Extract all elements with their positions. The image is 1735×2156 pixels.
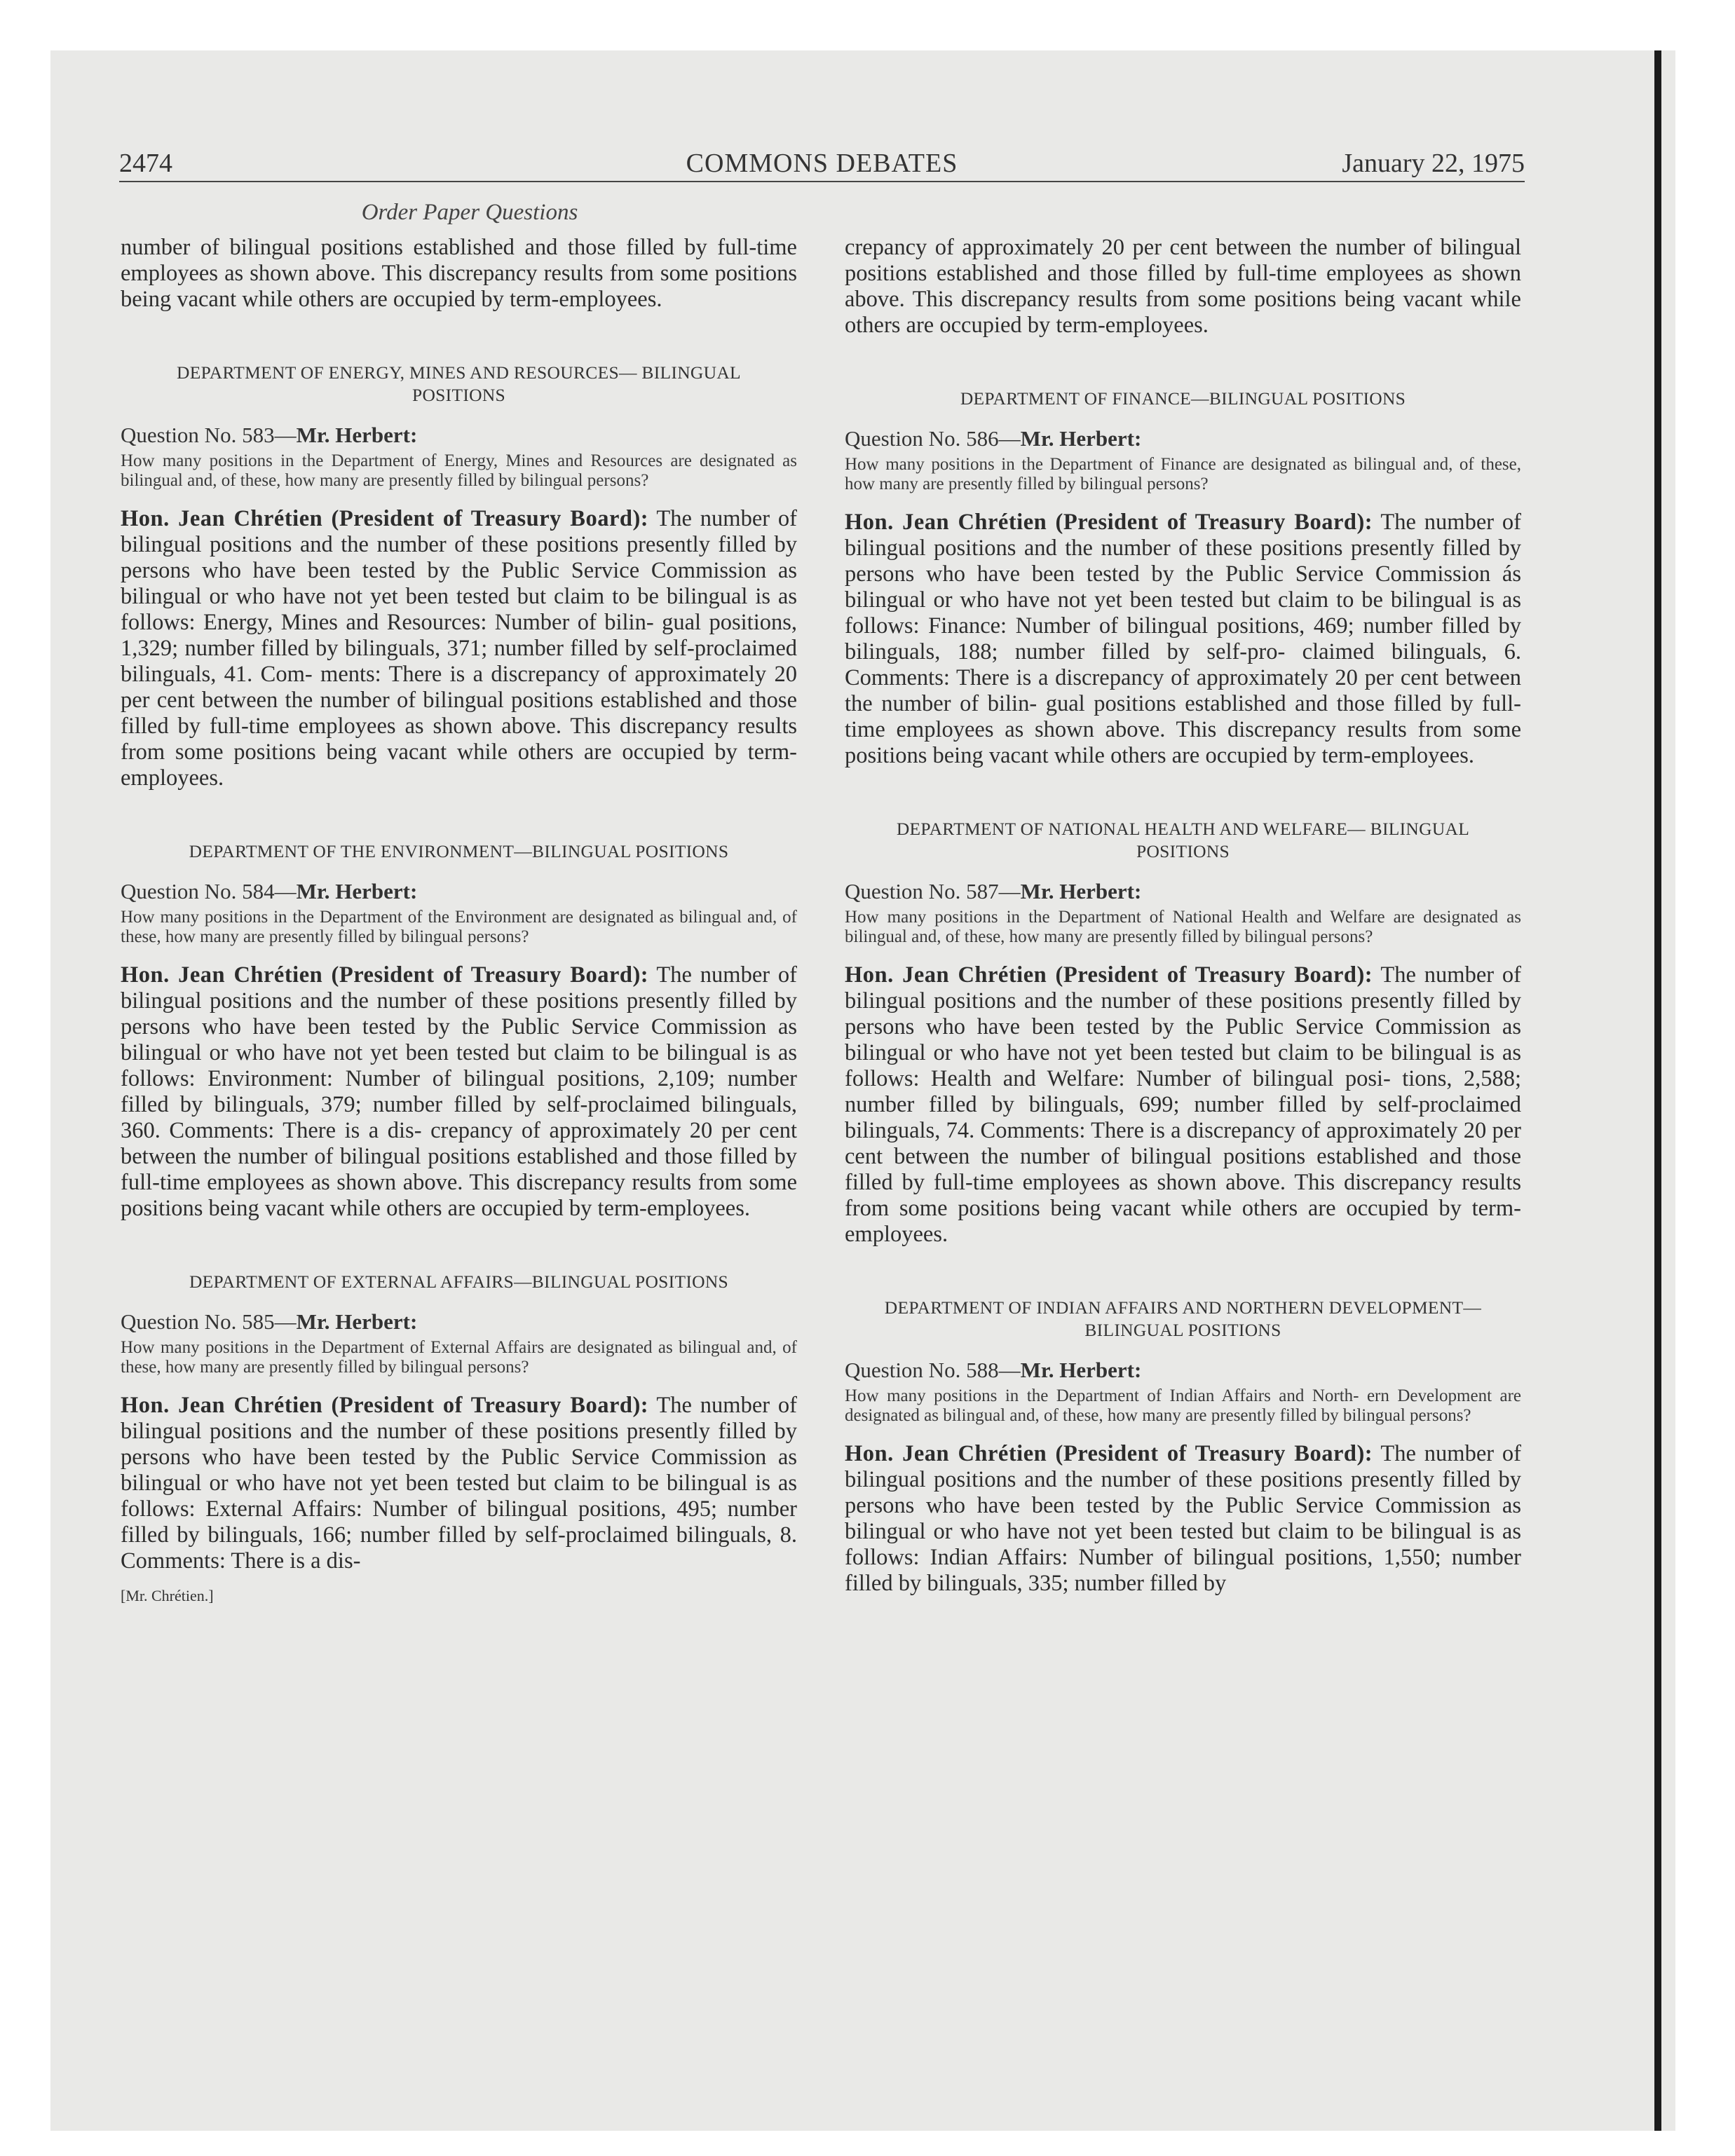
- question-label: Question No. 588—: [845, 1358, 1021, 1382]
- answer-text: The number of bilingual positions and the number of these positions presently filled by persons who have been tested by the Public Service Commission ás bilingual or who have not yet been tested but claim to be bilingual is as follows: Finance: Number of bilingual positions, 469; number filled by bilinguals, 188; number filled by self-pro- claimed bilinguals, 6. Comments: There is a discrepancy of approximately 20 per cent between the number of bilin- gual positions established and those filled by full-time employees as shown above. This discrepancy results from some positions being vacant while others are occupied by term-employees.: [845, 510, 1521, 768]
- answer-paragraph: [121, 506, 797, 791]
- speaker-name: Hon. Jean Chrétien (President of Treasury Board):: [121, 506, 649, 531]
- department-heading: DEPARTMENT OF INDIAN AFFAIRS AND NORTHERN DEVELOPMENT—BILINGUAL POSITIONS: [884, 1297, 1482, 1340]
- question-block: [121, 362, 797, 791]
- speaker-name: Hon. Jean Chrétien (President of Treasury Board):: [845, 1441, 1373, 1466]
- department-heading: DEPARTMENT OF THE ENVIRONMENT—BILINGUAL POSITIONS: [189, 841, 729, 861]
- answer-text: The number of bilingual positions and the number of these positions presently filled by persons who have been tested by the Public Service Commission as bilingual or who have not yet been tested but claim to be bilingual is as follows: External Affairs: Number of bilingual positions, 495; number filled by bilinguals, 166; number filled by self-proclaimed bilinguals, 8. Comments: There is a dis-: [121, 1393, 797, 1574]
- department-heading: DEPARTMENT OF FINANCE—BILINGUAL POSITIONS: [960, 388, 1406, 409]
- question-text: How many positions in the Department of External Affairs are designated as bilingual and, of these, how many are presently filled by bilingual persons?: [121, 1338, 797, 1377]
- department-heading: DEPARTMENT OF ENERGY, MINES AND RESOURCES— BILINGUAL POSITIONS: [177, 362, 741, 405]
- question-number: [121, 422, 797, 449]
- speaker-name: Hon. Jean Chrétien (President of Treasury Board):: [845, 510, 1373, 535]
- question-label: Question No. 586—: [845, 426, 1021, 451]
- question-number: [845, 425, 1521, 452]
- question-text: How many positions in the Department of National Health and Welfare are designated as bilingual and, of these, how many are presently filled by bilingual persons?: [845, 908, 1521, 946]
- speaker-name: Hon. Jean Chrétien (President of Treasury Board):: [121, 1393, 649, 1418]
- question-number: [845, 1357, 1521, 1384]
- speaker-name: Hon. Jean Chrétien (President of Treasury Board):: [845, 962, 1373, 988]
- answer-text: The number of bilingual positions and the number of these positions presently filled by persons who have been tested by the Public Service Commission as bilingual or who have not yet been tested but claim to be bilingual is as follows: Health and Welfare: Number of bilingual posi- tions, 2,588; number filled by bilinguals, 699; number filled by self-proclaimed bilinguals, 74. Comments: There is a discrepancy of approximately 20 per cent between the number of bilingual positions established and those filled by full-time employees as shown above. This discrepancy results from some positions being vacant while others are occupied by term-employees.: [845, 962, 1521, 1247]
- section-title: Order Paper Questions: [361, 200, 578, 225]
- question-number: [121, 878, 797, 905]
- page-edge-rule: [1654, 50, 1661, 2131]
- page-number: 2474: [119, 149, 172, 178]
- question-number: [845, 878, 1521, 905]
- question-text: How many positions in the Department of Indian Affairs and North- ern Development are designated as bilingual and, of these, how many are presently filled by bilingual persons?: [845, 1386, 1521, 1425]
- question-block: [845, 818, 1521, 1248]
- question-number: [121, 1309, 797, 1335]
- header-divider: [119, 181, 1525, 182]
- question-text: How many positions in the Department of Energy, Mines and Resources are designated as bilingual and, of these, how many are presently filled by bilingual persons?: [121, 451, 797, 490]
- question-asker: Mr. Herbert:: [1020, 1358, 1142, 1382]
- question-block: [845, 388, 1521, 769]
- question-block: [121, 840, 797, 1222]
- question-asker: Mr. Herbert:: [296, 1309, 418, 1334]
- answer-paragraph: [845, 510, 1521, 769]
- right-column: [845, 235, 1521, 1597]
- answer-text: The number of bilingual positions and the number of these positions presently filled by persons who have been tested by the Public Service Commission as bilingual or who have not yet been tested but claim to be bilingual is as follows: Indian Affairs: Number of bilingual positions, 1,550; number filled by bilinguals, 335; number filled by: [845, 1441, 1521, 1596]
- question-block: [121, 1271, 797, 1574]
- publication-title: COMMONS DEBATES: [686, 149, 958, 178]
- answer-paragraph: [845, 1441, 1521, 1597]
- answer-text: The number of bilingual positions and the number of these positions presently filled by persons who have been tested by the Public Service Commission as bilingual or who have not yet been tested but claim to be bilingual is as follows: Environment: Number of bilingual positions, 2,109; number filled by bilinguals, 379; number filled by self-proclaimed bilinguals, 360. Comments: There is a dis- crepancy of approximately 20 per cent between the number of bilingual positions established and those filled by full-time employees as shown above. This discrepancy results from some positions being vacant while others are occupied by term-employees.: [121, 962, 797, 1221]
- department-heading: DEPARTMENT OF EXTERNAL AFFAIRS—BILINGUAL POSITIONS: [189, 1271, 729, 1292]
- question-asker: Mr. Herbert:: [296, 879, 418, 903]
- question-label: Question No. 587—: [845, 879, 1021, 903]
- question-asker: Mr. Herbert:: [1020, 426, 1142, 451]
- question-label: Question No. 585—: [121, 1309, 297, 1334]
- question-text: How many positions in the Department of the Environment are designated as bilingual and, of these, how many are presently filled by bilingual persons?: [121, 908, 797, 946]
- speaker-name: Hon. Jean Chrétien (President of Treasury Board):: [121, 962, 649, 988]
- left-column: [121, 235, 797, 1605]
- speaker-footnote: [Mr. Chrétien.]: [121, 1587, 214, 1604]
- answer-paragraph: [845, 962, 1521, 1248]
- question-asker: Mr. Herbert:: [296, 423, 418, 447]
- question-text: How many positions in the Department of Finance are designated as bilingual and, of these, how many are presently filled by bilingual persons?: [845, 455, 1521, 493]
- question-asker: Mr. Herbert:: [1020, 879, 1142, 903]
- continued-paragraph: number of bilingual positions established and those filled by full-time employees as shown above. This discrepancy results from some positions being vacant while others are occupied by term-employees.: [121, 235, 797, 312]
- question-block: [845, 1297, 1521, 1597]
- question-label: Question No. 583—: [121, 423, 297, 447]
- answer-paragraph: [121, 962, 797, 1222]
- continued-paragraph: crepancy of approximately 20 per cent between the number of bilingual positions established and those filled by full-time employees as shown above. This discrepancy results from some positions being vacant while others are occupied by term-employees.: [845, 235, 1521, 338]
- question-label: Question No. 584—: [121, 879, 297, 903]
- answer-text: The number of bilingual positions and the number of these positions presently filled by persons who have been tested by the Public Service Commission as bilingual or who have not yet been tested but claim to be bilingual is as follows: Energy, Mines and Resources: Number of bilin- gual positions, 1,329; number filled by bilinguals, 371; number filled by self-proclaimed bilinguals, 41. Com- ments: There is a discrepancy of approximately 20 per cent between the number of bilingual positions established and those filled by full-time employees as shown above. This discrepancy results from some positions being vacant while others are occupied by term-employees.: [121, 506, 797, 791]
- answer-paragraph: [121, 1393, 797, 1574]
- department-heading: DEPARTMENT OF NATIONAL HEALTH AND WELFARE— BILINGUAL POSITIONS: [896, 819, 1470, 861]
- publication-date: January 22, 1975: [1342, 149, 1525, 178]
